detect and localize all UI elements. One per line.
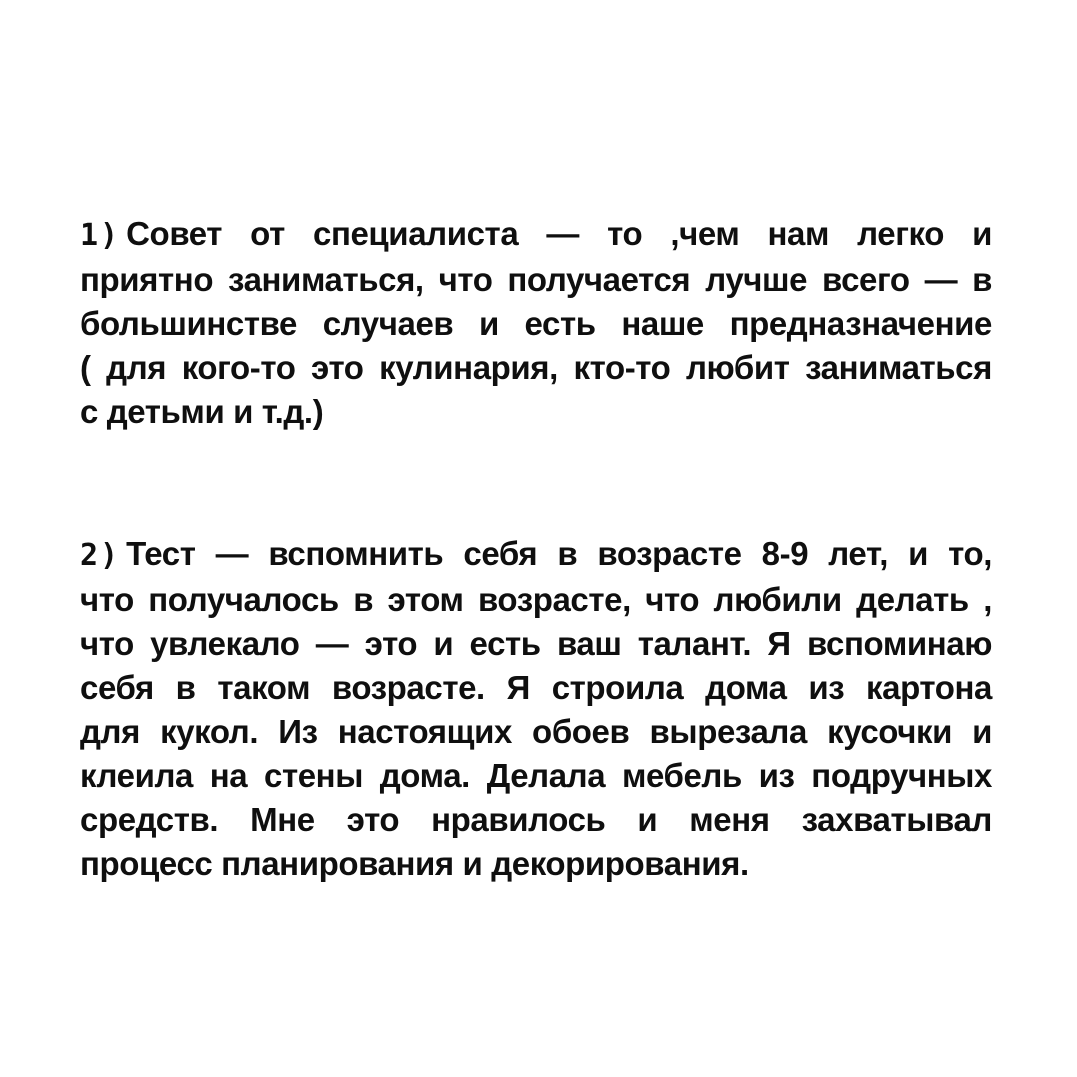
list-item-2 <box>80 532 992 886</box>
text-line-content: Тест — вспомнить себя в возрасте 8-9 лет, и то, <box>126 535 992 572</box>
text-line: что увлекало — это и есть ваш талант. Я вспоминаю <box>80 625 992 662</box>
text-line: большинстве случаев и есть наше предназначение <box>80 305 992 342</box>
text-line <box>80 212 992 258</box>
text-line: с детьми и т.д.) <box>80 393 324 430</box>
list-item-number: 2) <box>80 538 121 573</box>
text-line: что получалось в этом возрасте, что любили делать , <box>80 581 992 618</box>
text-line: ( для кого-то это кулинария, кто-то любит заниматься <box>80 349 992 386</box>
text-line-content: Совет от специалиста — то ,чем нам легко и <box>126 215 992 252</box>
list-item-number: 1) <box>80 218 121 253</box>
text-line <box>80 532 992 578</box>
text-line: себя в таком возрасте. Я строила дома из картона <box>80 669 992 706</box>
list-item-1 <box>80 212 992 434</box>
text-line: средств. Мне это нравилось и меня захватывал <box>80 801 992 838</box>
text-line: процесс планирования и декорирования. <box>80 845 749 882</box>
text-line: приятно заниматься, что получается лучше всего — в <box>80 261 992 298</box>
text-line: для кукол. Из настоящих обоев вырезала кусочки и <box>80 713 992 750</box>
text-line: клеила на стены дома. Делала мебель из подручных <box>80 757 992 794</box>
document-page <box>80 212 992 984</box>
